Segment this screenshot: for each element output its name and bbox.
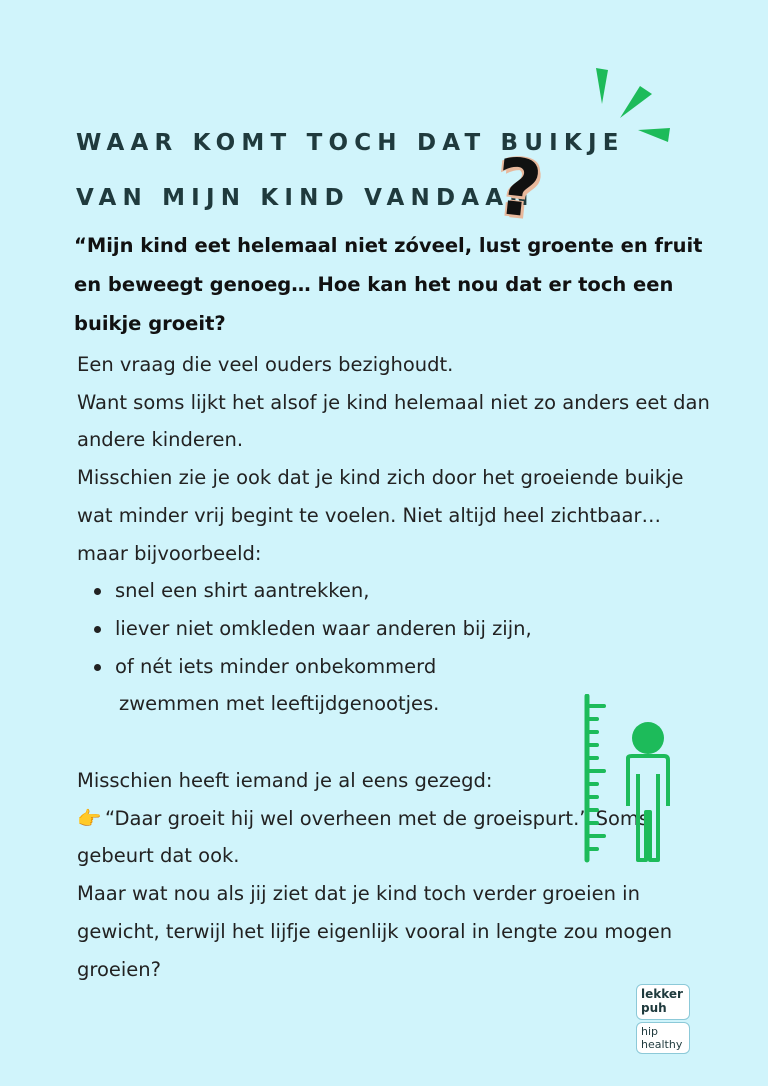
list-item: snel een shirt aantrekken, [77,572,717,610]
title-line-1: WAAR KOMT TOCH DAT BUIKJE [76,130,625,156]
intro-line-1: Een vraag die veel ouders bezighoudt. [77,353,454,376]
person-icon [628,722,668,860]
list-item-continuation: zwemmen met leeftijdgenootjes. [119,692,440,716]
intro-quote: “Mijn kind eet helemaal niet zóveel, lust groente en fruit en beweegt genoeg… Hoe kan het nou dat er toch een buikje groeit? [74,234,703,335]
title-line-2: VAN MIJN KIND VANDAAN [76,185,535,211]
closing-line-3: Maar wat nou als jij ziet dat je kind toch verder groeien in gewicht, terwijl het lijfje eigenlijk vooral in lengte zou mogen groeien? [77,882,673,981]
list-item: liever niet omkleden waar anderen bij zijn, [77,610,717,648]
height-chart-icon [582,694,682,864]
closing-line-1: Misschien heeft iemand je al eens gezegd: [77,769,493,792]
hip-healthy-logo: hip healthy [636,1022,690,1054]
lekker-puh-logo: lekker puh [636,984,690,1020]
intro-line-3: Misschien zie je ook dat je kind zich door het groeiende buikje wat minder vrij begint te voelen. Niet altijd heel zichtbaar… maar bijvoorbeeld: [77,466,684,565]
intro-text [77,346,717,723]
closing-quote: “Daar groeit hij wel overheen met de groeispurt.” Soms gebeurt dat ook. [77,806,650,868]
pointing-hand-icon: 👉 [77,806,102,830]
intro-line-2: Want soms lijkt het alsof je kind helemaal niet zo anders eet dan andere kinderen. [77,390,710,452]
list-item-text: of nét iets minder onbekommerd [115,654,437,678]
question-mark-graphic: ? [491,141,546,237]
